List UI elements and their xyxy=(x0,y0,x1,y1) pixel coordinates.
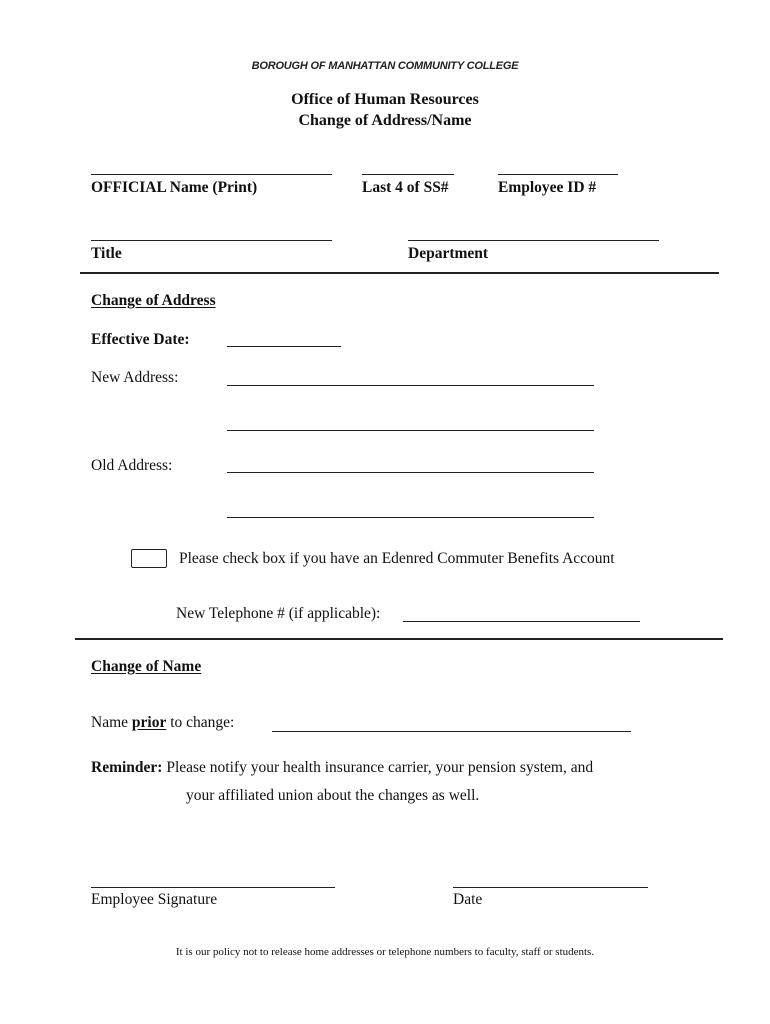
new-address-label: New Address: xyxy=(91,369,179,386)
effective-date-label: Effective Date: xyxy=(91,331,190,348)
ssn-label: Last 4 of SS# xyxy=(362,179,449,196)
section-divider xyxy=(75,638,723,640)
date-label: Date xyxy=(453,891,483,908)
name-prior-suffix: to change: xyxy=(166,714,235,731)
employee-id-field[interactable] xyxy=(498,174,618,175)
name-section-heading: Change of Name xyxy=(91,658,202,675)
old-address-label: Old Address: xyxy=(91,457,173,474)
reminder-label: Reminder: xyxy=(91,759,163,776)
name-prior-emphasis: prior xyxy=(131,714,167,731)
telephone-label: New Telephone # (if applicable): xyxy=(176,605,381,622)
old-address-line-1[interactable] xyxy=(227,472,594,473)
commuter-benefits-checkbox[interactable] xyxy=(131,549,167,568)
name-prior-prefix: Name xyxy=(91,714,132,731)
new-address-line-2[interactable] xyxy=(227,430,594,431)
title-label: Title xyxy=(91,245,122,262)
name-prior-label xyxy=(91,714,234,732)
ssn-last4-field[interactable] xyxy=(362,174,454,175)
date-field[interactable] xyxy=(453,887,648,888)
old-address-line-2[interactable] xyxy=(227,517,594,518)
address-section-heading: Change of Address xyxy=(91,292,216,309)
department-field[interactable] xyxy=(408,240,659,241)
prior-name-field[interactable] xyxy=(272,731,631,732)
employee-signature-label: Employee Signature xyxy=(91,891,218,908)
reminder-line-2: your affiliated union about the changes as well. xyxy=(186,787,480,804)
employee-signature-field[interactable] xyxy=(91,887,335,888)
reminder-text-1: Please notify your health insurance carrier, your pension system, and xyxy=(162,759,594,776)
form-title: Change of Address/Name xyxy=(298,112,472,129)
title-field[interactable] xyxy=(91,240,332,241)
effective-date-field[interactable] xyxy=(227,346,341,347)
new-address-line-1[interactable] xyxy=(227,385,594,386)
reminder-line-1 xyxy=(91,759,593,777)
office-title: Office of Human Resources xyxy=(291,91,479,108)
official-name-field[interactable] xyxy=(91,174,332,175)
department-label: Department xyxy=(408,245,489,262)
college-name: BOROUGH OF MANHATTAN COMMUNITY COLLEGE xyxy=(251,60,519,72)
telephone-field[interactable] xyxy=(403,621,640,622)
commuter-benefits-label: Please check box if you have an Edenred Commuter Benefits Account xyxy=(179,550,615,567)
employee-id-label: Employee ID # xyxy=(498,179,597,196)
section-divider xyxy=(80,272,719,274)
official-name-label: OFFICIAL Name (Print) xyxy=(91,179,258,196)
privacy-policy-note: It is our policy not to release home addresses or telephone numbers to faculty, staff or students. xyxy=(175,946,595,958)
